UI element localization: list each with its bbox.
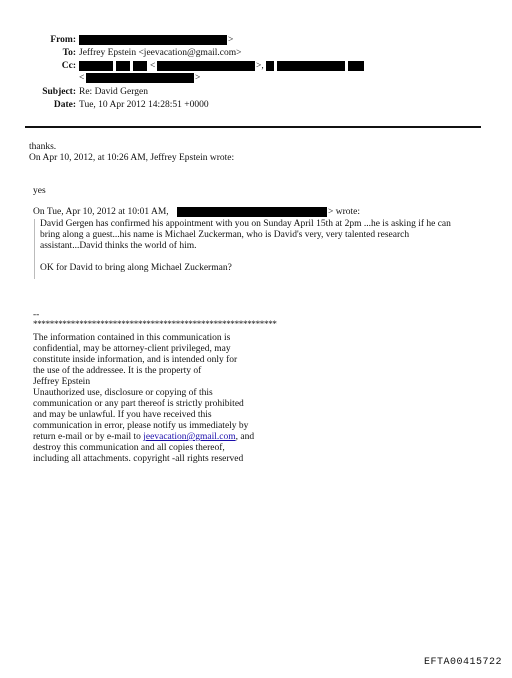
disclaimer-line: the use of the addressee. It is the property of <box>33 366 202 376</box>
signature-stars: ********************************************************** <box>33 319 277 329</box>
cc-redaction-2 <box>116 61 130 71</box>
quoted-attribution <box>33 207 169 218</box>
from-gt: > <box>228 35 234 45</box>
disclaimer-line: Unauthorized use, disclosure or copying of this <box>33 388 213 398</box>
cc-redaction-7 <box>348 61 364 71</box>
quote-bar <box>34 219 35 279</box>
disclaimer-line: and may be unlawful. If you have received this <box>33 410 212 420</box>
cc-redaction-5 <box>266 61 274 71</box>
disclaimer-line: Jeffrey Epstein <box>33 377 91 387</box>
cc-redaction-8 <box>86 73 194 83</box>
header-divider <box>25 126 481 128</box>
date-label: Date: <box>53 100 76 110</box>
disclaimer-line-email <box>33 432 254 443</box>
date-value: Tue, 10 Apr 2012 14:28:51 +0000 <box>79 100 209 110</box>
subject-label: Subject: <box>42 87 76 97</box>
body-on-apr: On Apr 10, 2012, at 10:26 AM, Jeffrey Epstein wrote: <box>29 153 235 163</box>
body-thanks: thanks. <box>29 142 57 152</box>
attribution-suffix: > wrote: <box>328 207 361 217</box>
cc-gt-2: > <box>195 73 201 83</box>
body-yes: yes <box>33 186 46 196</box>
attribution-prefix: On Tue, Apr 10, 2012 at 10:01 AM, <box>33 207 169 217</box>
return-suffix: , and <box>235 432 255 442</box>
quoted-line: David Gergen has confirmed his appointment with you on Sunday April 15th at 2pm ...he is asking if he can <box>40 219 451 229</box>
cc-redaction-4 <box>157 61 255 71</box>
to-label: To: <box>62 48 76 58</box>
attribution-redaction <box>177 207 327 217</box>
to-value: Jeffrey Epstein <jeevacation@gmail.com> <box>79 48 242 58</box>
disclaimer-line: confidential, may be attorney-client privileged, may <box>33 344 231 354</box>
quoted-question: OK for David to bring along Michael Zuckerman? <box>40 263 232 273</box>
disclaimer-line: The information contained in this communication is <box>33 333 231 343</box>
disclaimer-line: constitute inside information, and is intended only for <box>33 355 238 365</box>
from-label: From: <box>50 35 76 45</box>
cc-redaction-3 <box>133 61 147 71</box>
quoted-line: assistant...David thinks the world of him. <box>40 241 197 251</box>
disclaimer-line: communication or any part thereof is strictly prohibited <box>33 399 244 409</box>
cc-redaction-6 <box>277 61 345 71</box>
cc-lt-1: < <box>150 61 156 71</box>
disclaimer-line: communication in error, please notify us immediately by <box>33 421 249 431</box>
return-prefix: return e-mail or by e-mail to <box>33 432 144 442</box>
cc-redaction-1 <box>79 61 113 71</box>
email-link[interactable]: jeevacation@gmail.com <box>143 432 236 442</box>
subject-value: Re: David Gergen <box>79 87 148 97</box>
disclaimer-line: destroy this communication and all copies thereof, <box>33 443 225 453</box>
cc-lt-2: < <box>79 73 85 83</box>
from-redaction <box>79 35 227 45</box>
quoted-message <box>40 219 451 252</box>
cc-gt-comma: >, <box>256 61 264 71</box>
signature-dashes: -- <box>33 310 40 320</box>
disclaimer-line: including all attachments. copyright -all rights reserved <box>33 454 244 464</box>
cc-label: Cc: <box>61 61 76 71</box>
document-id: EFTA00415722 <box>423 657 502 668</box>
disclaimer <box>33 333 254 465</box>
quoted-line: bring along a guest...his name is Michael Zuckerman, who is David's very, very talented research <box>40 230 410 240</box>
